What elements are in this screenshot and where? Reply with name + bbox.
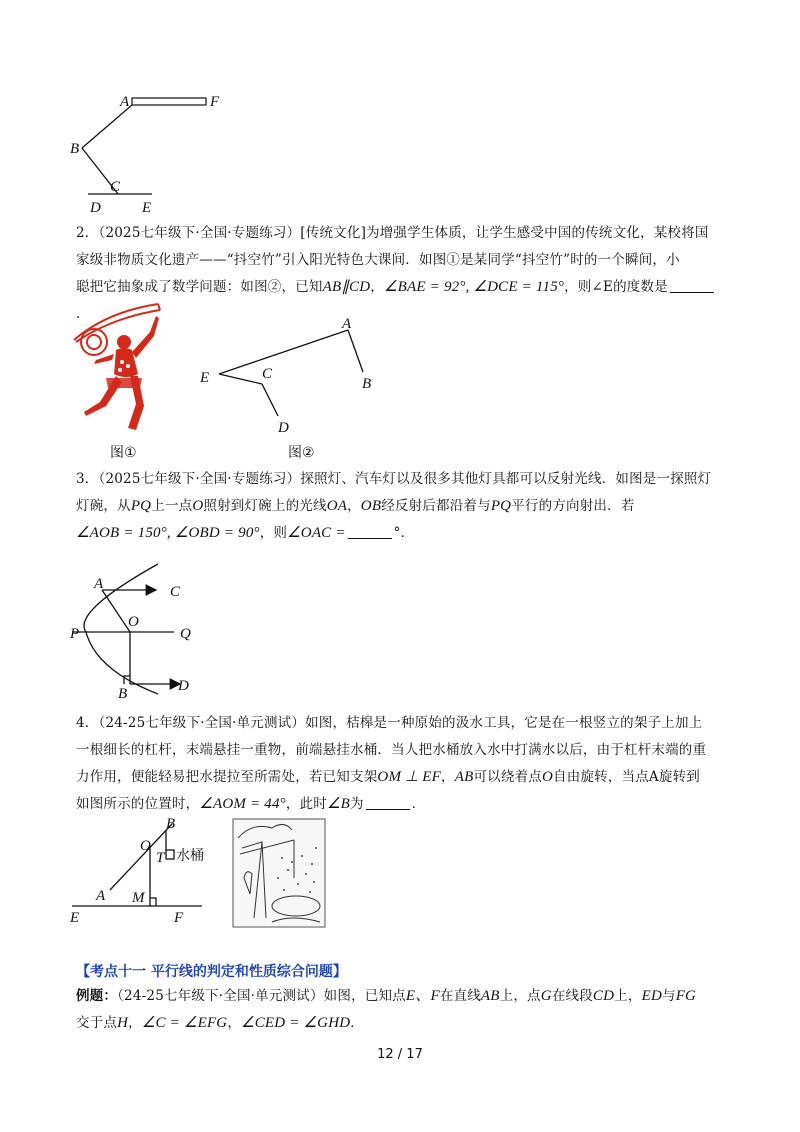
example-var: CD (592, 988, 615, 1004)
q4-text: ，此时 (285, 796, 327, 812)
page-number: 12 / 17 (377, 1047, 423, 1062)
q3-text: 灯碗，从 (76, 498, 131, 514)
q4-text: 为 (350, 796, 364, 812)
example-text: 在线段 (551, 988, 593, 1004)
q2-text: 为增强学生体质，让学生感受中国的传统文化，某校将国 (366, 225, 709, 241)
q2-text: 聪把它抽象成了数学问题：如图②，已知 (76, 279, 323, 295)
example-var: E、F (405, 988, 440, 1004)
label-O: O (128, 614, 139, 630)
example-var: ED (641, 988, 662, 1004)
example-var: AB (480, 988, 500, 1004)
q3-text: ，则 (259, 525, 288, 541)
section-heading: 【考点十一 平行线的判定和性质综合问题】 (76, 964, 347, 980)
label-P: P (70, 626, 80, 642)
label-A: A (96, 888, 106, 904)
q2-text: ，则∠E的度数是 (564, 279, 668, 295)
example-text: ． (350, 1015, 364, 1031)
figure-2-angle-diagram (196, 312, 386, 444)
q4-text: 可以绕着点 (473, 769, 542, 785)
example-question (76, 983, 726, 1037)
label-Q: Q (180, 626, 191, 642)
example-text: 交于点 (76, 1015, 118, 1031)
q4-text: ． (411, 796, 426, 812)
figure-top-lines (60, 88, 280, 218)
q3-text: 探照灯、汽车灯以及很多其他灯具都可以反射光线．如图是一探照灯 (300, 471, 712, 487)
example-condition: ∠C = ∠EFG (141, 1015, 228, 1031)
example-var: H (117, 1015, 129, 1031)
q4-text: 如图，桔槔是一种原始的汲水工具，它是在一根竖立的架子上加上 (305, 715, 703, 731)
q2-tag: [传统文化] (300, 225, 367, 241)
example-text: 上， (614, 988, 642, 1004)
label-B: B (362, 376, 372, 392)
q4-condition: OM ⊥ EF (377, 769, 442, 785)
figure-2-caption-svg (288, 440, 348, 464)
answer-blank[interactable] (348, 524, 392, 539)
q3-source: （2025七年级下·全国·专题练习） (98, 471, 301, 487)
label-A: A (120, 94, 130, 110)
q2-number: 2． (76, 225, 99, 241)
label-O: O (140, 838, 151, 854)
q4-condition: ∠AOM = 44° (199, 796, 286, 812)
label-T: T (156, 850, 165, 866)
q3-text: 经反射后都沿着与 (381, 498, 491, 514)
figure-shadoof-illustration (232, 818, 326, 928)
q2-condition-angles: ∠BAE = 92°, ∠DCE = 115° (383, 279, 565, 295)
label-A: A (342, 316, 352, 332)
q4-line2: 一根细长的杠杆，末端悬挂一重物，前端悬挂水桶．当人把水桶放入水中打满水以后，由于杠杆末端的重 (76, 742, 707, 758)
q2-text: ． (76, 306, 90, 322)
example-text: 上，点 (499, 988, 541, 1004)
q4-line1 (76, 710, 726, 737)
example-text: ， (128, 1015, 142, 1031)
q3-text: 平行的方向射出．若 (511, 498, 635, 514)
figure-diabolo-dancer (66, 302, 176, 442)
label-D: D (90, 200, 101, 216)
example-var: G (540, 988, 552, 1004)
q3-text: °． (393, 525, 415, 541)
example-line2 (76, 1010, 726, 1037)
label-M: M (132, 890, 145, 906)
figure-2-caption: 图② (288, 445, 315, 461)
label-C: C (170, 584, 181, 600)
example-text: 在直线 (439, 988, 481, 1004)
figure-1-caption: 图① (110, 445, 137, 461)
q3-text: 上一点 (151, 498, 193, 514)
q4-ask: ∠B (326, 796, 350, 812)
question-4 (76, 710, 726, 818)
example-text: ， (227, 1015, 242, 1031)
example-source: （24-25七年级下·全国·单元测试） (117, 988, 324, 1004)
q4-number: 4． (76, 715, 99, 731)
label-A: A (94, 576, 104, 592)
q2-line1 (76, 220, 726, 247)
q4-var: O (541, 769, 554, 785)
q2-source: （2025七年级下·全国·专题练习） (98, 225, 301, 241)
q3-var: OB (360, 498, 382, 514)
q4-var: AB (454, 769, 474, 785)
q3-line2 (76, 493, 726, 520)
label-B: B (70, 141, 80, 157)
label-D: D (178, 678, 189, 694)
q3-var: PQ (490, 498, 512, 514)
q3-var: O (192, 498, 204, 514)
q3-var: OA (326, 498, 348, 514)
label-F: F (174, 910, 184, 924)
label-E: E (70, 910, 80, 924)
example-var: FG (675, 988, 697, 1004)
q4-line3 (76, 764, 726, 791)
q2-line2: 家级非物质文化遗产——“抖空竹”引入阳光特色大课间．如图①是某同学“抖空竹”时的一个瞬间，小 (76, 252, 680, 268)
figure-1-caption-svg (110, 440, 170, 464)
q2-text: ， (370, 279, 384, 295)
label-F: F (210, 94, 220, 110)
label-D: D (278, 420, 289, 436)
q3-number: 3． (76, 471, 99, 487)
q4-text: ， (441, 769, 455, 785)
q3-ask: ∠OAC = (287, 525, 346, 541)
q3-line1 (76, 466, 726, 493)
q3-line3 (76, 520, 726, 547)
example-condition: ∠CED = ∠GHD (241, 1015, 351, 1031)
q4-text: 如图所示的位置时， (76, 796, 200, 812)
example-line1 (76, 983, 726, 1010)
q4-text: 力作用，便能轻易把水提拉至所需处，若已知支架 (76, 769, 378, 785)
label-B: B (166, 816, 176, 832)
q4-source: （24-25七年级下·全国·单元测试） (98, 715, 306, 731)
example-text: 与 (661, 988, 676, 1004)
q3-text: ， (347, 498, 361, 514)
q3-text: 照射到灯碗上的光线 (203, 498, 327, 514)
answer-blank[interactable] (366, 795, 410, 810)
label-C: C (110, 179, 121, 195)
q3-var: PQ (130, 498, 152, 514)
label-E: E (200, 370, 210, 386)
figure-shadoof-diagram (66, 812, 226, 924)
label-bucket: 水桶 (176, 848, 204, 864)
label-B: B (118, 686, 128, 700)
label-E: E (142, 200, 152, 216)
question-3 (76, 466, 726, 547)
q2-condition-parallel: AB∥CD (322, 279, 371, 295)
label-C: C (262, 366, 273, 382)
q3-condition: ∠AOB = 150°, ∠OBD = 90° (76, 525, 260, 541)
example-text: 如图，已知点 (323, 988, 406, 1004)
answer-blank[interactable] (670, 278, 714, 293)
figure-searchlight (66, 560, 216, 700)
q4-text: 自由旋转，当点A旋转到 (553, 769, 700, 785)
example-label: 例题： (76, 988, 118, 1004)
